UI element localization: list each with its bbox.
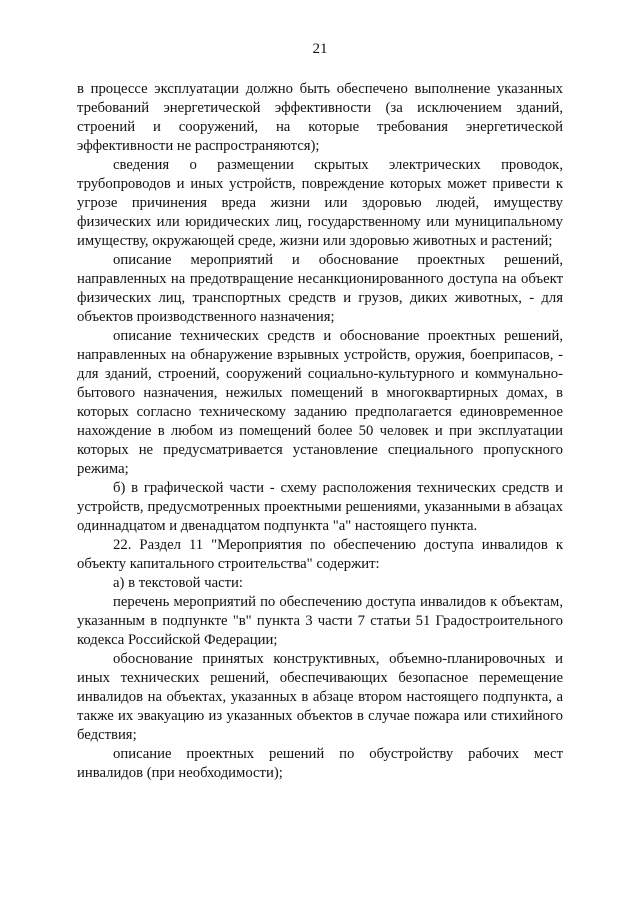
paragraph: описание технических средств и обоснование проектных решений, направленных на обнаружение взрывных устройств, оружия, боеприпасов, - для зданий, строений, сооружений социально-культурного и коммунально-бытового назначения, нежилых помещений в многоквартирных домах, в которых согласно техническому заданию предполагается единовременное нахождение в любом из помещений более 50 человек и при эксплуатации которых не предусматривается установление специального пропускного режима;: [77, 328, 563, 477]
paragraph: описание проектных решений по обустройству рабочих мест инвалидов (при необходимости);: [77, 746, 563, 781]
page-number: 21: [312, 41, 328, 57]
document-body: [77, 80, 563, 783]
paragraph: перечень мероприятий по обеспечению доступа инвалидов к объектам, указанным в подпункте "в" пункта 3 части 7 статьи 51 Градостроительного кодекса Российской Федерации;: [77, 594, 563, 648]
paragraph: описание мероприятий и обоснование проектных решений, направленных на предотвращение несанкционированного доступа на объект физических лиц, транспортных средств и грузов, диких животных, - для объектов производственного назначения;: [77, 252, 563, 325]
paragraph: обоснование принятых конструктивных, объемно-планировочных и иных технических решений, обеспечивающих безопасное перемещение инвалидов на объектах, указанных в абзаце втором настоящего подпункта, а также их эвакуацию из указанных объектов в случае пожара или стихийного бедствия;: [77, 651, 563, 743]
paragraph: сведения о размещении скрытых электрических проводок, трубопроводов и иных устройств, повреждение которых может привести к угрозе причинения вреда жизни или здоровью людей, имуществу физических или юридических лиц, государственному или муниципальному имуществу, окружающей среде, жизни или здоровью животных и растений;: [77, 157, 563, 249]
paragraph: а) в текстовой части:: [113, 575, 243, 591]
paragraph: в процессе эксплуатации должно быть обеспечено выполнение указанных требований энергетической эффективности (за исключением зданий, строений и сооружений, на которые требования энергетической эффективности не распространяются);: [77, 81, 563, 154]
paragraph: б) в графической части - схему расположения технических средств и устройств, предусмотренных проектными решениями, указанными в абзацах одиннадцатом и двенадцатом подпункта "а" настоящего пункта.: [77, 480, 563, 534]
paragraph: 22. Раздел 11 "Мероприятия по обеспечению доступа инвалидов к объекту капитального строительства" содержит:: [77, 537, 563, 572]
